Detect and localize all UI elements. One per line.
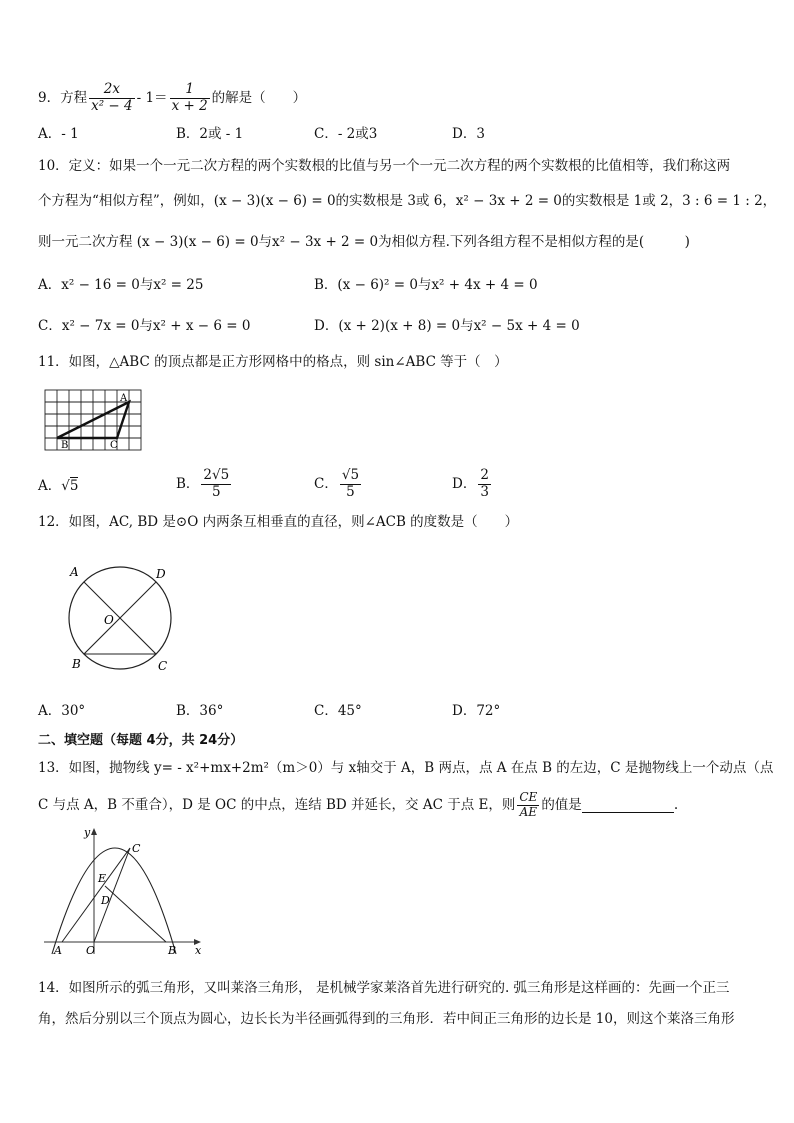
q12-circle-figure	[60, 558, 180, 678]
q11-option-a-prefix: A．	[38, 477, 62, 494]
q12-stem: 12．如图，AC, BD 是⊙O 内两条互相垂直的直径，则∠ACB 的度数是（ ）	[38, 514, 519, 530]
q11-option-c-num: √5	[341, 466, 360, 483]
q13-label-x: x	[195, 944, 202, 957]
q12-option-b: B．36°	[176, 703, 224, 719]
q9-fraction-2	[170, 82, 210, 114]
q9-fraction-1	[89, 82, 135, 114]
q11-option-b-den: 5	[212, 483, 221, 500]
q9-option-c: C．- 2或3	[314, 126, 378, 142]
q11-option-c	[314, 464, 363, 504]
q9-prefix: 9．方程	[38, 89, 88, 106]
q12-label-d: D	[156, 567, 166, 581]
q13-parabola-figure	[38, 822, 210, 958]
q13-segment-be	[105, 886, 166, 942]
q13-y-arrow	[91, 828, 97, 835]
q9-option-a: A．- 1	[38, 126, 79, 142]
q10-option-b: B．(x − 6)² = 0与x² + 4x + 4 = 0	[314, 277, 538, 293]
q11-option-a	[38, 470, 78, 502]
q10-option-d: D．(x + 2)(x + 8) = 0与x² − 5x + 4 = 0	[314, 318, 580, 334]
q11-option-c-fraction	[340, 468, 361, 500]
q11-option-c-prefix: C．	[314, 475, 338, 492]
q9-option-d: D．3	[452, 126, 485, 142]
q13-label-d: D	[101, 894, 110, 907]
q11-label-b: B	[61, 440, 69, 451]
q13-parabola	[52, 848, 176, 954]
q12-label-o: O	[104, 613, 114, 627]
q12-option-d: D．72°	[452, 703, 501, 719]
q11-stem: 11．如图，△ABC 的顶点都是正方形网格中的格点，则 sin∠ABC 等于（ ）	[38, 354, 508, 370]
q12-label-a: A	[70, 565, 79, 579]
q11-option-c-den: 5	[346, 483, 355, 500]
q13-label-e: E	[98, 872, 107, 885]
q13-label-o: O	[86, 944, 96, 957]
q9-frac1-num: 2x	[89, 82, 135, 99]
q11-option-d-num: 2	[480, 466, 489, 483]
q14-line-2: 角，然后分别以三个顶点为圆心，边长长为半径画弧得到的三角形．若中间正三角形的边长是 10，则这个莱洛三角形	[38, 1011, 735, 1027]
q9-mid: - 1＝	[136, 89, 168, 106]
q11-option-b	[176, 464, 233, 504]
q13-fraction	[517, 791, 539, 820]
q9-frac1-den: x² − 4	[91, 97, 133, 114]
q13-line-2-suffix: 的值是	[541, 796, 582, 813]
q9-frac2-den: x + 2	[171, 97, 208, 114]
q11-option-b-fraction	[201, 468, 231, 500]
q13-line-2-prefix: C 与点 A，B 不重合），D 是 OC 的中点，连结 BD 并延长，交 AC 于点 E，则	[38, 796, 516, 813]
q11-option-d	[452, 464, 493, 504]
q12-option-a: A．30°	[38, 703, 86, 719]
q13-line-2	[38, 786, 678, 824]
q10-option-a: A．x² − 16 = 0与x² = 25	[38, 277, 204, 293]
q11-option-d-fraction	[478, 468, 491, 500]
q12-label-c: C	[158, 659, 168, 673]
q10-line-2: 个方程为“相似方程”，例如，(x − 3)(x − 6) = 0的实数根是 3或 6，x² − 3x + 2 = 0的实数根是 1或 2，3 : 6 = 1 : 2，	[38, 193, 777, 209]
q13-segment-oc	[94, 848, 130, 942]
q13-period: .	[673, 796, 679, 813]
q11-label-a: A	[120, 393, 128, 404]
q10-option-c: C．x² − 7x = 0与x² + x − 6 = 0	[38, 318, 251, 334]
q9-frac2-num: 1	[170, 82, 210, 99]
q11-option-d-prefix: D．	[452, 475, 477, 492]
q11-grid-figure	[44, 388, 148, 454]
q13-frac-den: AE	[519, 804, 538, 819]
q13-frac-num: CE	[519, 789, 538, 804]
q13-line-1: 13．如图，抛物线 y= - x²+mx+2m²（m＞0）与 x轴交于 A，B 两点，点 A 在点 B 的左边，C 是抛物线上一个动点（点	[38, 760, 774, 776]
q11-option-d-den: 3	[480, 483, 489, 500]
q11-label-c: C	[110, 440, 118, 451]
q13-answer-blank	[582, 798, 674, 813]
q10-line-3: 则一元二次方程 (x − 3)(x − 6) = 0与x² − 3x + 2 = 0为相似方程.下列各组方程不是相似方程的是( )	[38, 234, 690, 250]
q13-label-b: B	[168, 944, 177, 957]
q11-option-b-prefix: B．	[176, 475, 200, 492]
q9-option-b: B．2或 - 1	[176, 126, 244, 142]
section-heading-fill-blank: 二、填空题（每题 4分，共 24分）	[38, 733, 244, 748]
q9-stem	[38, 78, 306, 118]
q9-suffix: 的解是（ ）	[211, 89, 307, 106]
q14-line-1: 14．如图所示的弧三角形，又叫莱洛三角形， 是机械学家莱洛首先进行研究的. 弧三角形是这样画的：先画一个正三	[38, 980, 730, 996]
q13-label-a: A	[54, 944, 62, 957]
q11-option-a-radicand: 5	[69, 478, 79, 495]
q12-option-c: C．45°	[314, 703, 362, 719]
q13-segment-ac	[62, 848, 130, 942]
q10-line-1: 10．定义：如果一个一元二次方程的两个实数根的比值与另一个一元二次方程的两个实数根的比值相等，我们称这两	[38, 158, 731, 174]
q13-label-y: y	[84, 826, 91, 839]
q11-option-b-num: 2√5	[203, 466, 230, 483]
q13-label-c: C	[132, 842, 141, 855]
q12-label-b: B	[72, 657, 81, 671]
sqrt-symbol: √	[61, 477, 70, 494]
